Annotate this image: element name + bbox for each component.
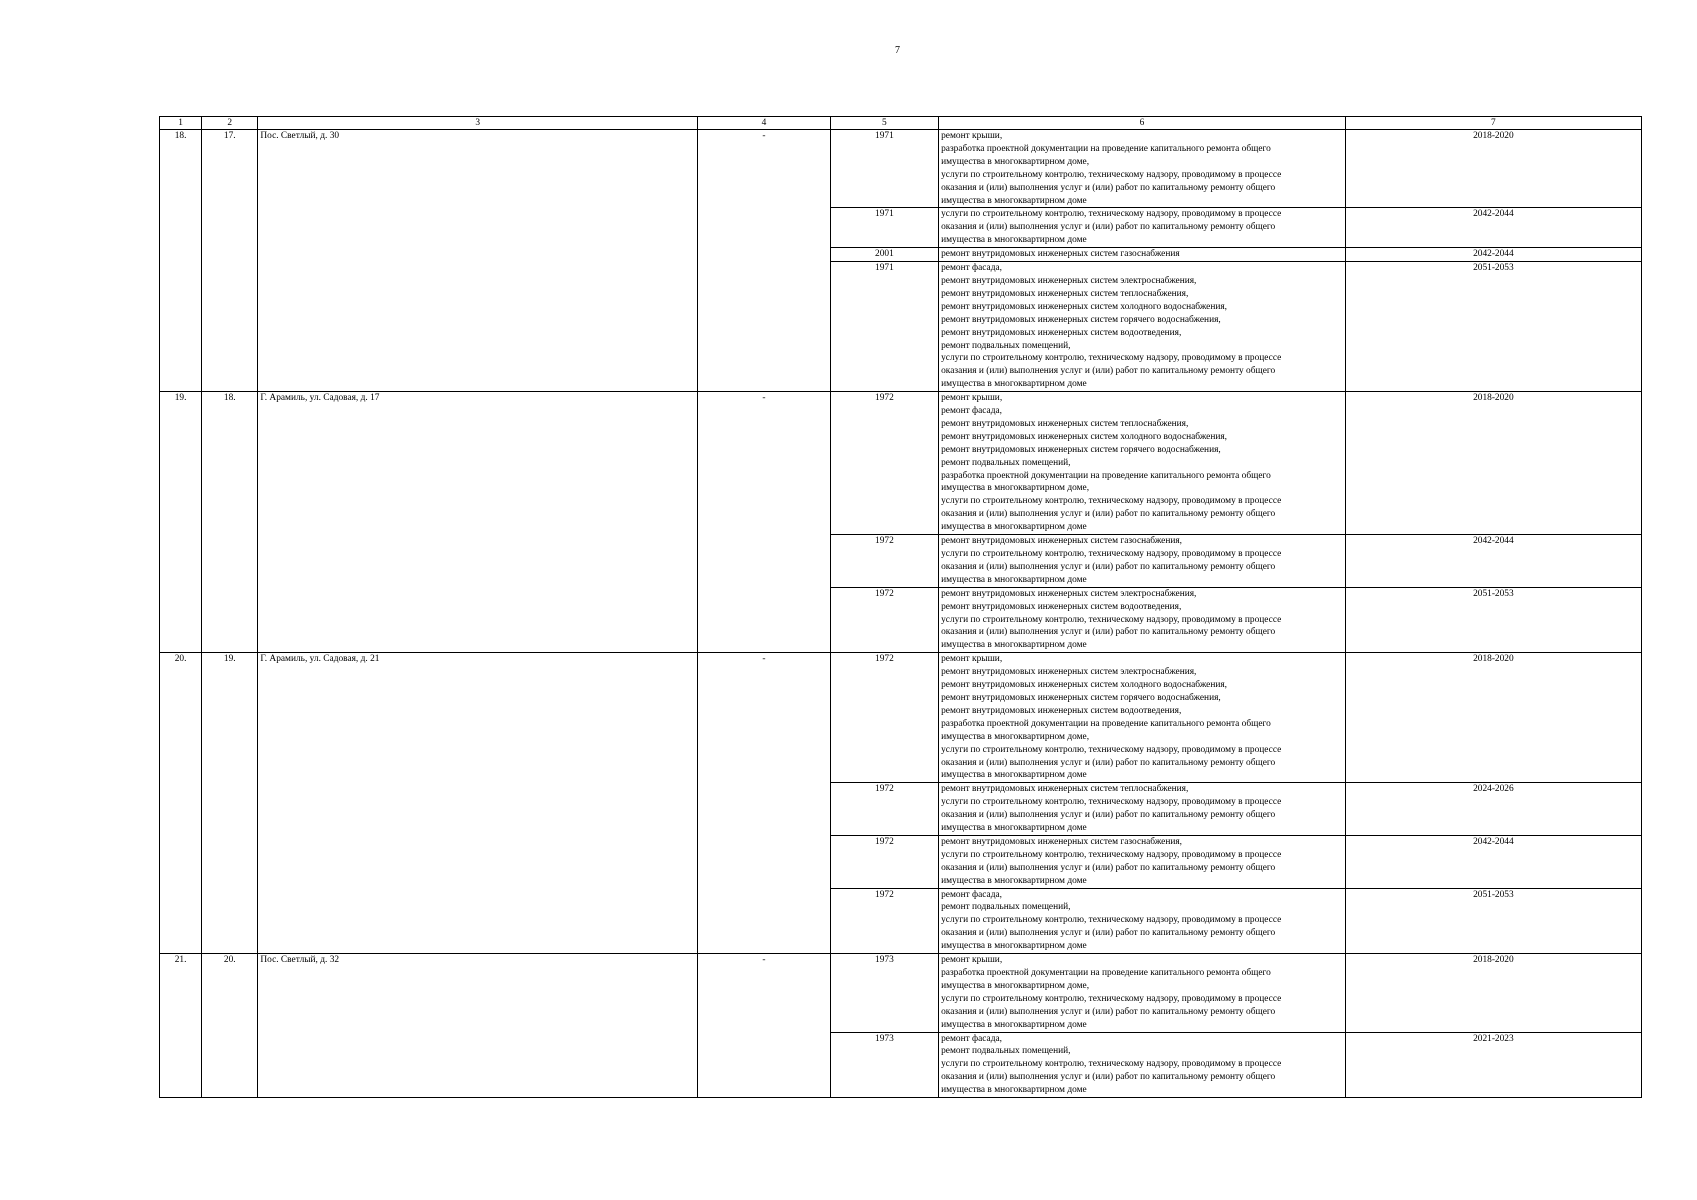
build-year-cell: 1973 — [830, 1032, 938, 1098]
works-list-cell — [939, 1032, 1346, 1098]
work-item: ремонт внутридомовых инженерных систем холодного водоснабжения, — [941, 431, 1228, 442]
work-item: имущества в многоквартирном доме — [941, 640, 1087, 651]
work-item: имущества в многоквартирном доме — [941, 823, 1087, 834]
table-body — [160, 130, 1642, 1098]
works-list-cell — [939, 262, 1346, 392]
house-sub-number-cell: 20. — [202, 954, 258, 1098]
house-address-cell: Г. Арамиль, ул. Садовая, д. 21 — [258, 653, 698, 954]
work-item: ремонт внутридомовых инженерных систем газоснабжения — [941, 249, 1180, 260]
work-item: ремонт крыши, — [941, 131, 1003, 141]
planned-period-cell: 2042-2044 — [1345, 835, 1641, 888]
work-item: ремонт подвальных помещений, — [941, 902, 1071, 913]
works-list-cell — [939, 888, 1346, 954]
house-number-cell: 20. — [160, 653, 202, 954]
build-year-cell: 1972 — [830, 535, 938, 588]
work-item: имущества в многоквартирном доме — [941, 522, 1087, 533]
house-address-cell: Г. Арамиль, ул. Садовая, д. 17 — [258, 392, 698, 653]
work-item: услуги по строительному контролю, техническому надзору, проводимому в процессе — [941, 549, 1282, 559]
work-item: имущества в многоквартирном доме — [941, 195, 1087, 206]
works-list-cell — [939, 208, 1346, 248]
house-sub-number-cell: 17. — [202, 130, 258, 392]
planned-period-cell: 2024-2026 — [1345, 783, 1641, 836]
work-item: оказания и (или) выполнения услуг и (или) работ по капитальному ремонту общего — [941, 810, 1276, 821]
work-item: разработка проектной документации на проведение капитального ремонта общего — [941, 718, 1271, 729]
page-number: 7 — [895, 45, 900, 56]
build-year-cell: 2001 — [830, 248, 938, 262]
work-item: имущества в многоквартирном доме — [941, 941, 1087, 952]
work-item: ремонт внутридомовых инженерных систем горячего водоснабжения, — [941, 444, 1221, 455]
table-row — [160, 130, 1642, 208]
column-header: 6 — [939, 117, 1346, 130]
works-list-cell — [939, 783, 1346, 836]
table-row — [160, 954, 1642, 1032]
work-item: ремонт внутридомовых инженерных систем электроснабжения, — [941, 588, 1197, 599]
planned-period-cell: 2042-2044 — [1345, 248, 1641, 262]
planned-period-cell: 2042-2044 — [1345, 535, 1641, 588]
work-item: оказания и (или) выполнения услуг и (или) работ по капитальному ремонту общего — [941, 1006, 1276, 1017]
house-address-cell: Пос. Светлый, д. 32 — [258, 954, 698, 1098]
work-item: имущества в многоквартирном доме, — [941, 731, 1090, 742]
work-item: имущества в многоквартирном доме — [941, 379, 1087, 390]
work-item: ремонт внутридомовых инженерных систем электроснабжения, — [941, 275, 1197, 286]
planned-period-cell: 2051-2053 — [1345, 888, 1641, 954]
work-item: услуги по строительному контролю, техническому надзору, проводимому в процессе — [941, 169, 1282, 180]
work-item: услуги по строительному контролю, техническому надзору, проводимому в процессе — [941, 744, 1282, 755]
build-year-cell: 1971 — [830, 262, 938, 392]
work-item: ремонт внутридомовых инженерных систем теплоснабжения, — [941, 784, 1189, 795]
work-item: оказания и (или) выполнения услуг и (или) работ по капитальному ремонту общего — [941, 182, 1276, 193]
work-item: имущества в многоквартирном доме, — [941, 483, 1090, 494]
work-item: оказания и (или) выполнения услуг и (или) работ по капитальному ремонту общего — [941, 627, 1276, 638]
work-item: услуги по строительному контролю, техническому надзору, проводимому в процессе — [941, 849, 1282, 860]
build-year-cell: 1971 — [830, 130, 938, 208]
column-number-row — [160, 117, 1642, 130]
work-item: ремонт внутридомовых инженерных систем водоотведения, — [941, 601, 1182, 612]
work-item: услуги по строительному контролю, техническому надзору, проводимому в процессе — [941, 797, 1282, 808]
work-item: услуги по строительному контролю, техническому надзору, проводимому в процессе — [941, 496, 1282, 507]
planned-period-cell: 2051-2053 — [1345, 262, 1641, 392]
work-item: оказания и (или) выполнения услуг и (или) работ по капитальному ремонту общего — [941, 561, 1276, 572]
work-item: ремонт внутридомовых инженерных систем горячего водоснабжения, — [941, 692, 1221, 703]
table-header — [160, 117, 1642, 130]
work-item: оказания и (или) выполнения услуг и (или) работ по капитальному ремонту общего — [941, 928, 1276, 939]
planned-period-cell: 2042-2044 — [1345, 208, 1641, 248]
works-list-cell — [939, 130, 1346, 208]
work-item: ремонт внутридомовых инженерных систем электроснабжения, — [941, 667, 1197, 678]
build-year-cell: 1971 — [830, 208, 938, 248]
house-column4-cell: - — [698, 954, 831, 1098]
work-item: имущества в многоквартирном доме — [941, 574, 1087, 585]
work-item: оказания и (или) выполнения услуг и (или) работ по капитальному ремонту общего — [941, 757, 1276, 768]
work-item: имущества в многоквартирном доме — [941, 1019, 1087, 1030]
work-item: ремонт внутридомовых инженерных систем теплоснабжения, — [941, 288, 1189, 299]
table-row — [160, 653, 1642, 783]
work-item: оказания и (или) выполнения услуг и (или) работ по капитальному ремонту общего — [941, 509, 1276, 520]
work-item: услуги по строительному контролю, техническому надзору, проводимому в процессе — [941, 614, 1282, 625]
column-header: 1 — [160, 117, 202, 130]
works-list-cell — [939, 535, 1346, 588]
works-list-cell — [939, 835, 1346, 888]
planned-period-cell: 2021-2023 — [1345, 1032, 1641, 1098]
works-list-cell — [939, 248, 1346, 262]
build-year-cell: 1972 — [830, 835, 938, 888]
repair-schedule-table — [159, 116, 1642, 1098]
work-item: разработка проектной документации на проведение капитального ремонта общего — [941, 470, 1271, 481]
work-item: имущества в многоквартирном доме — [941, 770, 1087, 781]
column-header: 4 — [698, 117, 831, 130]
planned-period-cell: 2018-2020 — [1345, 130, 1641, 208]
work-item: оказания и (или) выполнения услуг и (или) работ по капитальному ремонту общего — [941, 366, 1276, 377]
planned-period-cell: 2018-2020 — [1345, 653, 1641, 783]
work-item: ремонт фасада, — [941, 263, 1002, 274]
work-item: имущества в многоквартирном доме, — [941, 156, 1090, 167]
column-header: 7 — [1345, 117, 1641, 130]
works-list-cell — [939, 653, 1346, 783]
house-number-cell: 18. — [160, 130, 202, 392]
work-item: ремонт подвальных помещений, — [941, 457, 1071, 468]
work-item: ремонт крыши, — [941, 955, 1003, 966]
work-item: услуги по строительному контролю, техническому надзору, проводимому в процессе — [941, 353, 1282, 364]
house-column4-cell: - — [698, 130, 831, 392]
work-item: ремонт внутридомовых инженерных систем теплоснабжения, — [941, 418, 1189, 429]
work-item: ремонт подвальных помещений, — [941, 1046, 1071, 1057]
build-year-cell: 1972 — [830, 653, 938, 783]
works-list-cell — [939, 392, 1346, 535]
planned-period-cell: 2018-2020 — [1345, 392, 1641, 535]
work-item: услуги по строительному контролю, техническому надзору, проводимому в процессе — [941, 993, 1282, 1004]
work-item: оказания и (или) выполнения услуг и (или) работ по капитальному ремонту общего — [941, 222, 1276, 233]
work-item: разработка проектной документации на проведение капитального ремонта общего — [941, 143, 1271, 154]
work-item: ремонт фасада, — [941, 1033, 1002, 1044]
work-item: ремонт внутридомовых инженерных систем газоснабжения, — [941, 536, 1183, 547]
work-item: ремонт внутридомовых инженерных систем горячего водоснабжения, — [941, 314, 1221, 325]
column-header: 5 — [830, 117, 938, 130]
house-column4-cell: - — [698, 653, 831, 954]
work-item: услуги по строительному контролю, техническому надзору, проводимому в процессе — [941, 1059, 1282, 1070]
work-item: услуги по строительному контролю, техническому надзору, проводимому в процессе — [941, 209, 1282, 220]
build-year-cell: 1972 — [830, 783, 938, 836]
work-item: разработка проектной документации на проведение капитального ремонта общего — [941, 968, 1271, 978]
column-header: 2 — [202, 117, 258, 130]
house-number-cell: 21. — [160, 954, 202, 1098]
build-year-cell: 1972 — [830, 392, 938, 535]
work-item: ремонт внутридомовых инженерных систем холодного водоснабжения, — [941, 680, 1228, 691]
work-item: ремонт подвальных помещений, — [941, 340, 1071, 351]
work-item: ремонт фасада, — [941, 889, 1002, 900]
works-list-cell — [939, 587, 1346, 653]
house-address-cell: Пос. Светлый, д. 30 — [258, 130, 698, 392]
work-item: ремонт крыши, — [941, 393, 1003, 404]
table-row — [160, 392, 1642, 535]
build-year-cell: 1973 — [830, 954, 938, 1032]
house-sub-number-cell: 19. — [202, 653, 258, 954]
planned-period-cell: 2018-2020 — [1345, 954, 1641, 1032]
house-column4-cell: - — [698, 392, 831, 653]
work-item: оказания и (или) выполнения услуг и (или) работ по капитальному ремонту общего — [941, 862, 1276, 873]
build-year-cell: 1972 — [830, 587, 938, 653]
work-item: имущества в многоквартирном доме, — [941, 980, 1090, 991]
house-number-cell: 19. — [160, 392, 202, 653]
work-item: ремонт внутридомовых инженерных систем газоснабжения, — [941, 836, 1183, 847]
work-item: ремонт внутридомовых инженерных систем водоотведения, — [941, 705, 1182, 716]
work-item: ремонт крыши, — [941, 654, 1003, 665]
column-header: 3 — [258, 117, 698, 130]
planned-period-cell: 2051-2053 — [1345, 587, 1641, 653]
work-item: ремонт внутридомовых инженерных систем холодного водоснабжения, — [941, 301, 1228, 312]
work-item: имущества в многоквартирном доме — [941, 1085, 1087, 1096]
work-item: имущества в многоквартирном доме — [941, 875, 1087, 886]
work-item: оказания и (или) выполнения услуг и (или) работ по капитальному ремонту общего — [941, 1072, 1276, 1083]
work-item: услуги по строительному контролю, техническому надзору, проводимому в процессе — [941, 915, 1282, 926]
work-item: ремонт внутридомовых инженерных систем водоотведения, — [941, 327, 1182, 338]
work-item: имущества в многоквартирном доме — [941, 235, 1087, 246]
works-list-cell — [939, 954, 1346, 1032]
build-year-cell: 1972 — [830, 888, 938, 954]
work-item: ремонт фасада, — [941, 406, 1002, 417]
house-sub-number-cell: 18. — [202, 392, 258, 653]
